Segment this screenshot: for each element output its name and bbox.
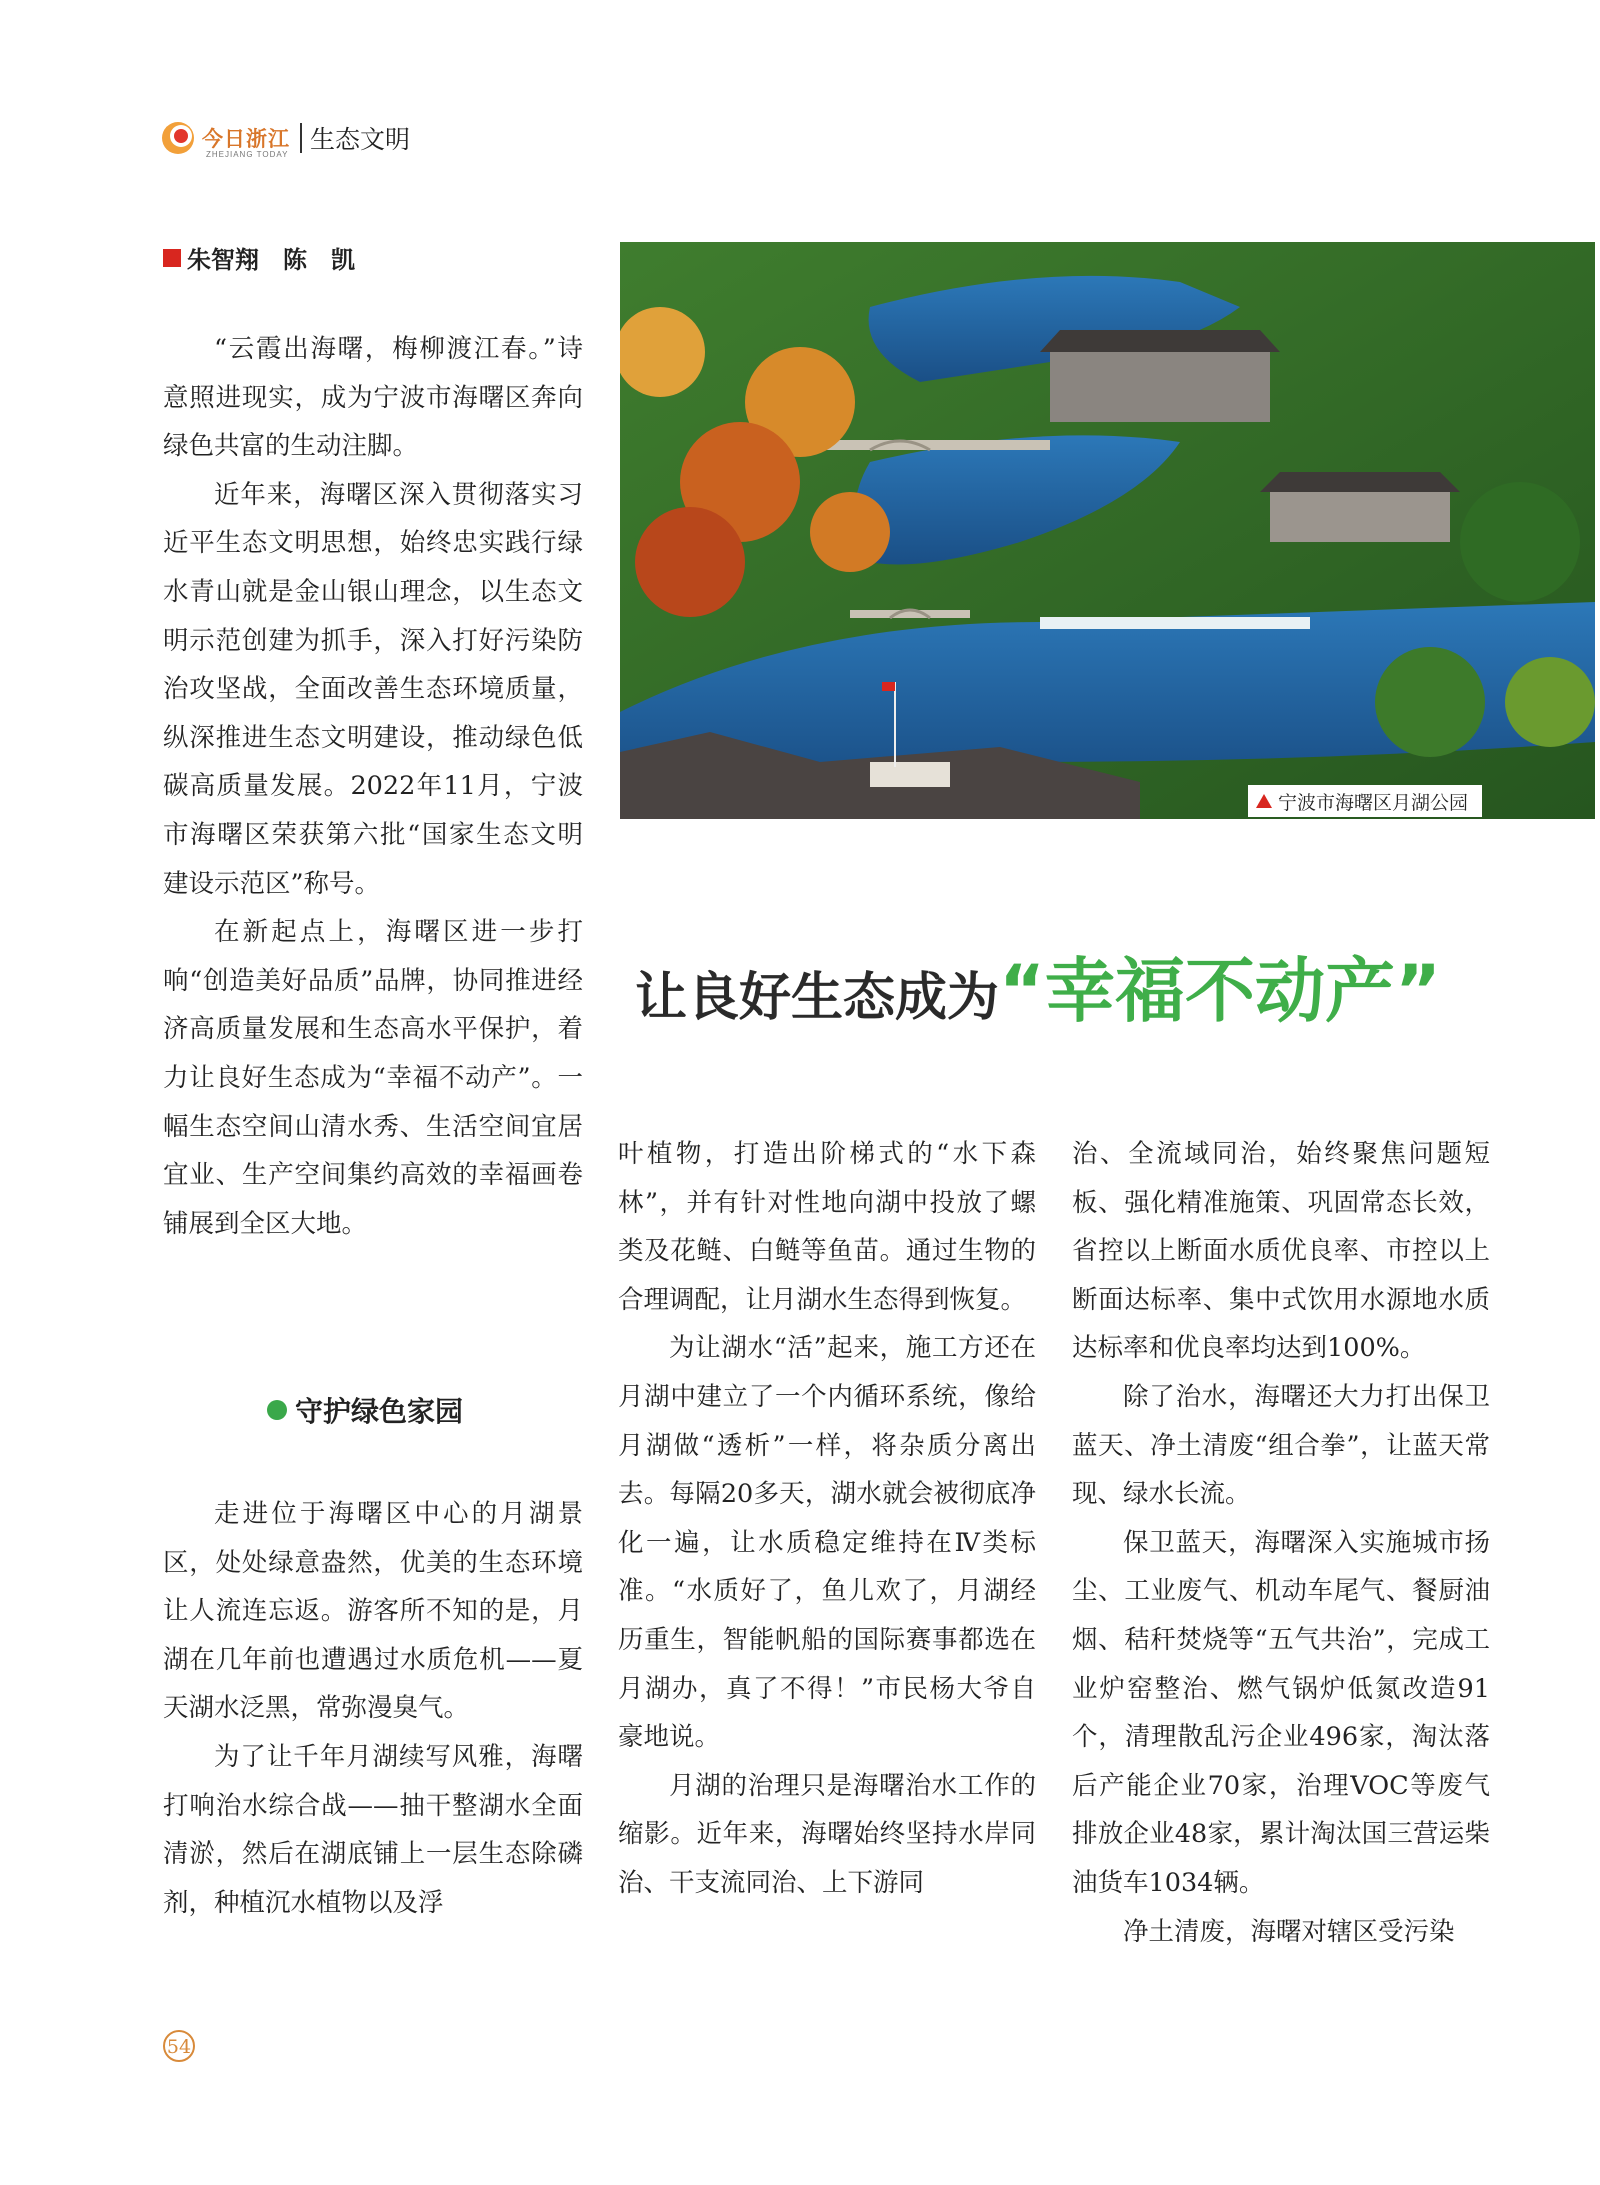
caption-text: 宁波市海曙区月湖公园 bbox=[1278, 791, 1469, 814]
paragraph: 治、全流域同治，始终聚焦问题短板、强化精准施策、巩固常态长效，省控以上断面水质优良率、市控以上断面达标率、集中式饮用水源地水质达标率和优良率均达到100%。 bbox=[1072, 1139, 1490, 1364]
paragraph: 净土清废，海曙对辖区受污染 bbox=[1123, 1916, 1455, 1947]
subhead-bullet-icon bbox=[267, 1400, 287, 1420]
column-2 bbox=[618, 1130, 1036, 1908]
paragraph: 月湖的治理只是海曙治水工作的缩影。近年来，海曙始终坚持水岸同治、干支流同治、上下游同 bbox=[618, 1770, 1036, 1898]
paragraph: 保卫蓝天，海曙深入实施城市扬尘、工业废气、机动车尾气、餐厨油烟、秸秆焚烧等“五气共治”，完成工业炉窑整治、燃气锅炉低氮改造91个，清理散乱污企业496家，淘汰落后产能企业70家，治理VOC等废气排放企业48家，累计淘汰国三营运柴油货车1034辆。 bbox=[1072, 1527, 1490, 1898]
page-number: 54 bbox=[163, 2030, 195, 2062]
section-subhead bbox=[267, 1390, 463, 1430]
paragraph: 为让湖水“活”起来，施工方还在月湖中建立了一个内循环系统，像给月湖做“透析”一样，将杂质分离出去。每隔20多天，湖水就会被彻底净化一遍，让水质稳定维持在Ⅳ类标准。“水质好了，鱼儿欢了，月湖经历重生，智能帆船的国际赛事都选在月湖办，真了不得！”市民杨大爷自豪地说。 bbox=[618, 1333, 1036, 1753]
subhead-text: 守护绿色家园 bbox=[295, 1395, 464, 1428]
headline-highlight: “幸福不动产” bbox=[999, 950, 1442, 1032]
article-headline bbox=[635, 935, 1441, 1036]
brand-logo-icon bbox=[160, 120, 196, 156]
brand-name: 今日浙江 bbox=[202, 126, 290, 151]
page-header bbox=[160, 118, 410, 158]
paragraph: 近年来，海曙区深入贯彻落实习近平生态文明思想，始终忠实践行绿水青山就是金山银山理念，以生态文明示范创建为抓手，深入打好污染防治攻坚战，全面改善生态环境质量，纵深推进生态文明建设，推动绿色低碳高质量发展。2022年11月，宁波市海曙区荣获第六批“国家生态文明建设示范区”称号。 bbox=[163, 479, 583, 899]
section-title: 生态文明 bbox=[310, 126, 411, 154]
paragraph: 走进位于海曙区中心的月湖景区，处处绿意盎然，优美的生态环境让人流连忘返。游客所不知的是，月湖在几年前也遭遇过水质危机——夏天湖水泛黑，常弥漫臭气。 bbox=[163, 1499, 583, 1724]
brand-name-en: ZHEJIANG TODAY bbox=[206, 150, 289, 159]
photo-illustration bbox=[620, 242, 1595, 819]
paragraph: 在新起点上，海曙区进一步打响“创造美好品质”品牌，协同推进经济高质量发展和生态高水平保护，着力让良好生态成为“幸福不动产”。一幅生态空间山清水秀、生活空间宜居宜业、生产空间集约高效的幸福画卷铺展到全区大地。 bbox=[163, 917, 583, 1239]
column-1-bottom bbox=[163, 1490, 583, 1927]
header-divider bbox=[300, 123, 302, 153]
paragraph: “云霞出海曙，梅柳渡江春。”诗意照进现实，成为宁波市海曙区奔向绿色共富的生动注脚。 bbox=[163, 334, 583, 462]
lake-park-photo bbox=[620, 242, 1595, 819]
author-names: 朱智翔 陈 凯 bbox=[187, 246, 355, 274]
photo-caption bbox=[1248, 785, 1482, 817]
author-marker-icon bbox=[163, 249, 181, 267]
column-1-top bbox=[163, 325, 583, 1248]
paragraph: 叶植物，打造出阶梯式的“水下森林”，并有针对性地向湖中投放了螺类及花鲢、白鲢等鱼苗。通过生物的合理调配，让月湖水生态得到恢复。 bbox=[618, 1139, 1036, 1315]
column-3 bbox=[1072, 1130, 1490, 1956]
headline-prefix: 让良好生态成为 bbox=[635, 968, 1000, 1028]
caption-marker-icon bbox=[1256, 794, 1272, 808]
author-line bbox=[163, 240, 355, 275]
paragraph: 除了治水，海曙还大力打出保卫蓝天、净土清废“组合拳”，让蓝天常现、绿水长流。 bbox=[1072, 1381, 1490, 1510]
paragraph: 为了让千年月湖续写风雅，海曙打响治水综合战——抽干整湖水全面清淤，然后在湖底铺上一层生态除磷剂，种植沉水植物以及浮 bbox=[163, 1741, 583, 1918]
